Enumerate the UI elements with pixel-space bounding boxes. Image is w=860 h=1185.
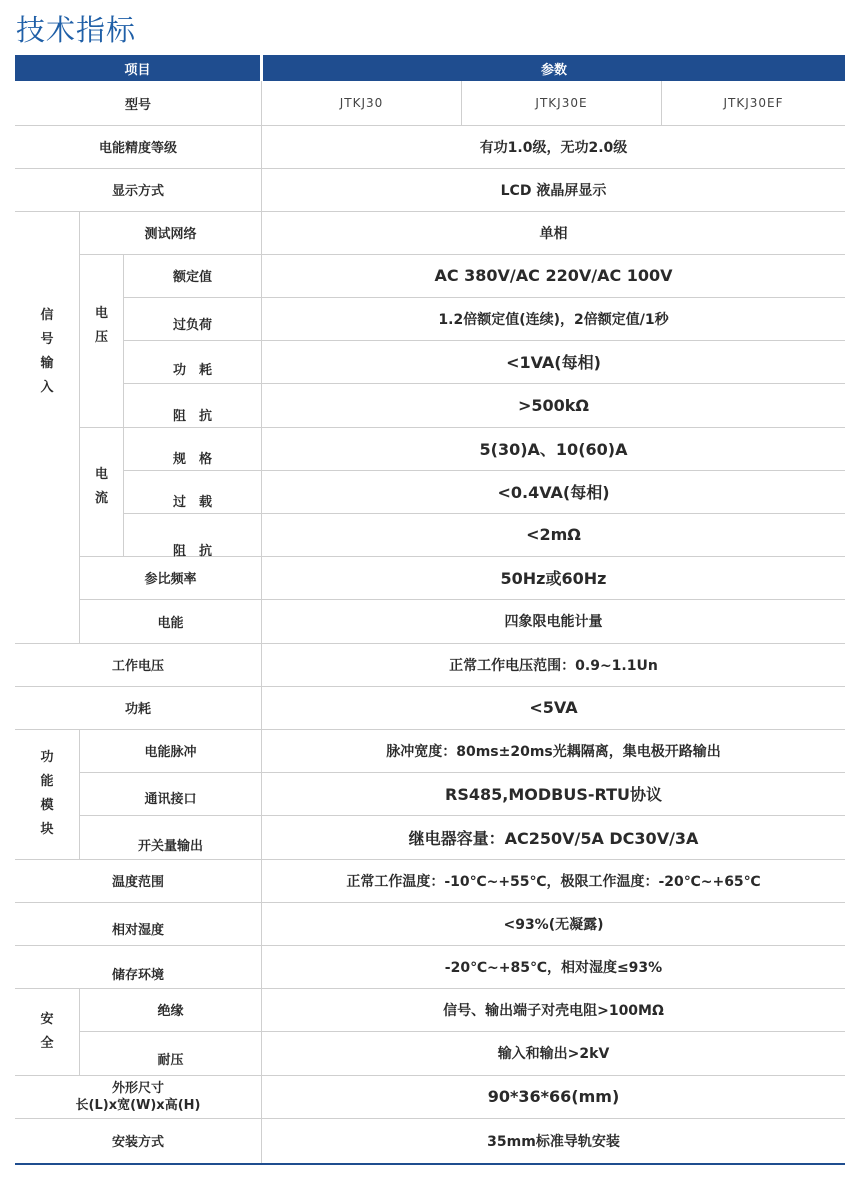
model-value: JTKJ30	[339, 96, 384, 110]
work-voltage-label: 工作电压	[111, 659, 164, 674]
rated-value: AC 380V/AC 220V/AC 100V	[434, 266, 673, 285]
accuracy-label: 电能精度等级	[98, 141, 177, 156]
overload-value: 1.2倍额定值(连续)，2倍额定值/1秒	[438, 311, 669, 328]
model-value: JTKJ30E	[535, 96, 588, 110]
work-voltage-value: 正常工作电压范围：0.9~1.1Un	[449, 657, 658, 674]
insulation-value: 信号、输出端子对壳电阻>100MΩ	[443, 1002, 664, 1019]
power-value: <5VA	[529, 698, 578, 717]
overload-label: 过负荷	[172, 318, 212, 333]
install-value: 35mm标准导轨安装	[487, 1133, 620, 1150]
temperature-label: 温度范围	[111, 875, 164, 890]
pulse-label: 电能脉冲	[144, 745, 197, 760]
comm-label: 通讯接口	[144, 792, 197, 807]
pulse-value: 脉冲宽度：80ms±20ms光耦隔离，集电极开路输出	[386, 743, 721, 760]
humidity-value: <93%(无凝露)	[503, 916, 604, 933]
temperature-value: 正常工作温度：-10℃~+55℃，极限工作温度：-20℃~+65℃	[346, 873, 761, 890]
switch-output-value: 继电器容量：AC250V/5A DC30V/3A	[408, 828, 699, 848]
header-item: 项目	[15, 55, 260, 81]
voltage-power-value: <1VA(每相)	[506, 353, 601, 372]
header-param: 参数	[263, 55, 845, 81]
comm-value: RS485,MODBUS-RTU协议	[445, 785, 662, 804]
signal-input-group: 信 号 输 入	[40, 308, 54, 395]
display-value: LCD 液晶屏显示	[500, 182, 607, 199]
network-value: 单相	[539, 225, 568, 242]
power-label: 功耗	[124, 702, 151, 717]
bottom-rule	[15, 1163, 845, 1165]
spec-value: 5(30)A、10(60)A	[479, 440, 628, 459]
voltage-impedance-label: 阻 抗	[172, 408, 212, 424]
storage-label: 储存环境	[111, 968, 164, 983]
current-impedance-value: <2mΩ	[526, 525, 581, 544]
size-label: 外形尺寸	[111, 1080, 164, 1096]
switch-output-label: 开关量输出	[137, 838, 203, 854]
frequency-value: 50Hz或60Hz	[500, 569, 607, 588]
install-label: 安装方式	[111, 1135, 164, 1150]
rated-label: 额定值	[172, 270, 212, 285]
current-load-value: <0.4VA(每相)	[497, 483, 610, 502]
withstand-value: 输入和输出>2kV	[497, 1046, 610, 1062]
withstand-label: 耐压	[157, 1052, 184, 1068]
voltage-power-label: 功 耗	[172, 363, 212, 378]
current-load-label: 过 载	[172, 495, 212, 510]
accuracy-value: 有功1.0级，无功2.0级	[479, 139, 628, 156]
spec-table	[15, 55, 845, 1165]
spec-label: 规 格	[172, 452, 212, 467]
voltage-group: 电 压	[94, 305, 108, 345]
energy-value: 四象限电能计量	[504, 614, 603, 630]
insulation-label: 绝缘	[157, 1004, 184, 1019]
model-label: 型号	[124, 97, 151, 113]
storage-value: -20℃~+85℃，相对湿度≤93%	[444, 959, 663, 976]
humidity-label: 相对湿度	[111, 923, 164, 938]
size-value: 90*36*66(mm)	[487, 1087, 620, 1106]
current-group: 电 流	[94, 466, 108, 506]
frequency-label: 参比频率	[144, 572, 197, 587]
current-impedance-label: 阻 抗	[172, 544, 212, 559]
display-label: 显示方式	[111, 184, 164, 199]
safety-group: 安 全	[40, 1011, 54, 1051]
function-module-group: 功 能 模 块	[40, 750, 54, 837]
voltage-impedance-value: >500kΩ	[517, 395, 590, 415]
energy-label: 电能	[157, 615, 184, 631]
size-dimension-label: 长(L)x宽(W)x高(H)	[75, 1097, 201, 1113]
network-label: 测试网络	[144, 227, 197, 242]
model-value: JTKJ30EF	[723, 96, 784, 110]
page-title: 技术指标	[16, 13, 137, 47]
